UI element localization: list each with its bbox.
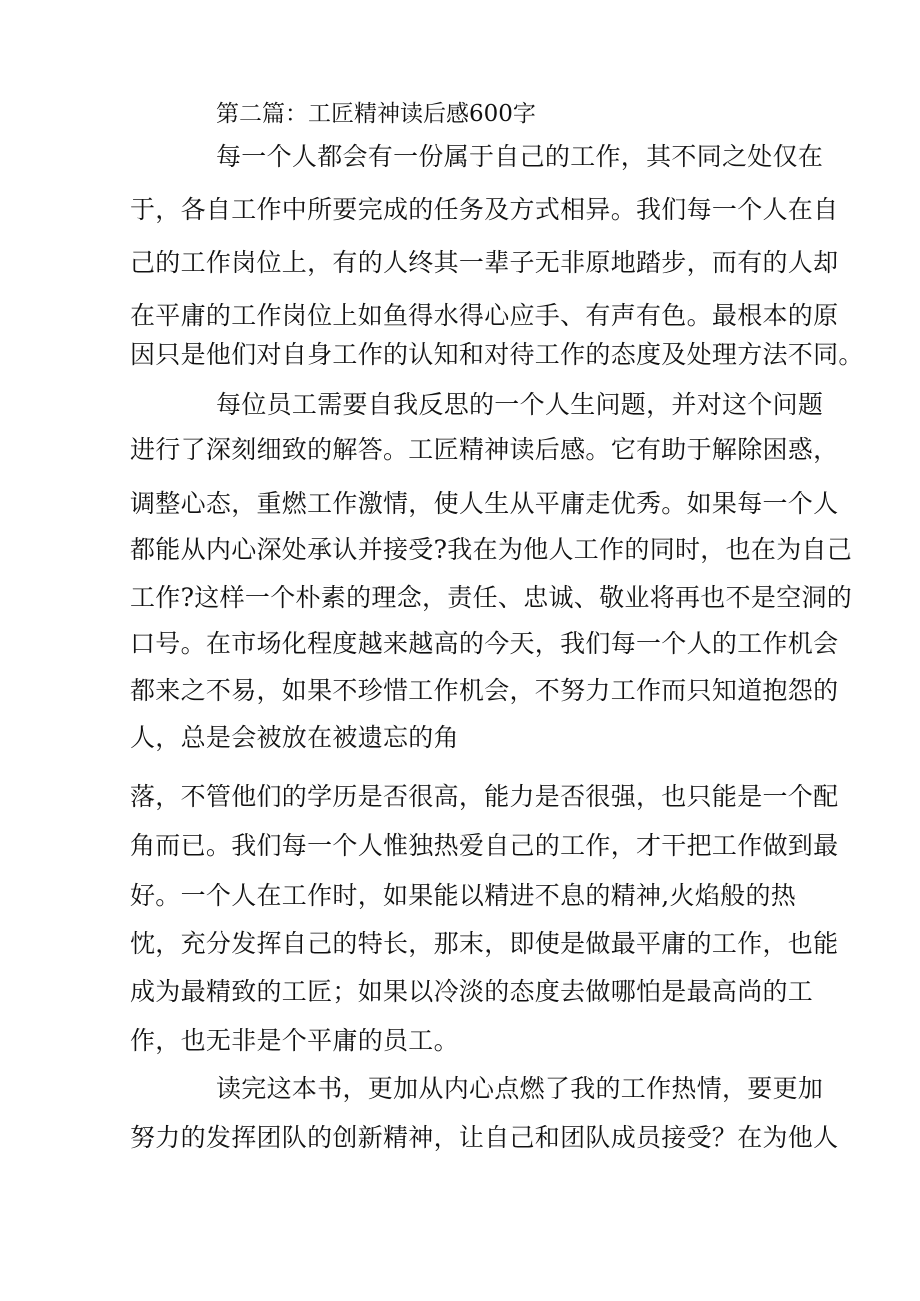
paragraph-line: 落，不管他们的学历是否很高，能力是否很强，也只能是一个配	[130, 782, 839, 811]
paragraph-line: 好。一个人在工作时，如果能以精进不息的精神,火焰般的热	[130, 881, 797, 910]
paragraph-line: 每一个人都会有一份属于自己的工作，其不同之处仅在	[216, 142, 824, 171]
paragraph-line: 成为最精致的工匠；如果以冷淡的态度去做哪怕是最高尚的工	[130, 977, 814, 1006]
paragraph-line: 己的工作岗位上，有的人终其一辈子无非原地踏步，而有的人却	[130, 248, 839, 277]
paragraph-line: 作，也无非是个平庸的员工。	[130, 1026, 459, 1055]
paragraph-line: 忱，充分发挥自己的特长，那末，即使是做最平庸的工作，也能	[130, 929, 839, 958]
paragraph-line: 进行了深刻细致的解答。工匠精神读后感。它有助于解除困惑，	[130, 435, 839, 464]
paragraph-line: 努力的发挥团队的创新精神，让自己和团队成员接受？在为他人	[130, 1123, 839, 1152]
paragraph-line: 都能从内心深处承认并接受?我在为他人工作的同时，也在为自己	[130, 535, 853, 564]
paragraph-line: 都来之不易，如果不珍惜工作机会，不努力工作而只知道抱怨的	[130, 676, 839, 705]
paragraph-line: 于，各自工作中所要完成的任务及方式相异。我们每一个人在自	[130, 195, 839, 224]
paragraph-line: 角而已。我们每一个人惟独热爱自己的工作，才干把工作做到最	[130, 831, 839, 860]
paragraph-line: 每位员工需要自我反思的一个人生问题，并对这个问题	[216, 390, 824, 419]
paragraph-line: 人，总是会被放在被遗忘的角	[130, 723, 459, 752]
paragraph-line: 因只是他们对自身工作的认知和对待工作的态度及处理方法不同。	[130, 340, 864, 369]
paragraph-line: 在平庸的工作岗位上如鱼得水得心应手、有声有色。最根本的原	[130, 301, 839, 330]
paragraph-line: 调整心态，重燃工作激情，使人生从平庸走优秀。如果每一个人	[130, 489, 839, 518]
document-title: 第二篇：工匠精神读后感600字	[216, 101, 536, 127]
paragraph-line: 口号。在市场化程度越来越高的今天，我们每一个人的工作机会	[130, 629, 839, 658]
paragraph-line: 工作?这样一个朴素的理念，责任、忠诚、敬业将再也不是空洞的	[130, 583, 853, 612]
paragraph-line: 读完这本书，更加从内心点燃了我的工作热情，要更加	[216, 1074, 824, 1103]
